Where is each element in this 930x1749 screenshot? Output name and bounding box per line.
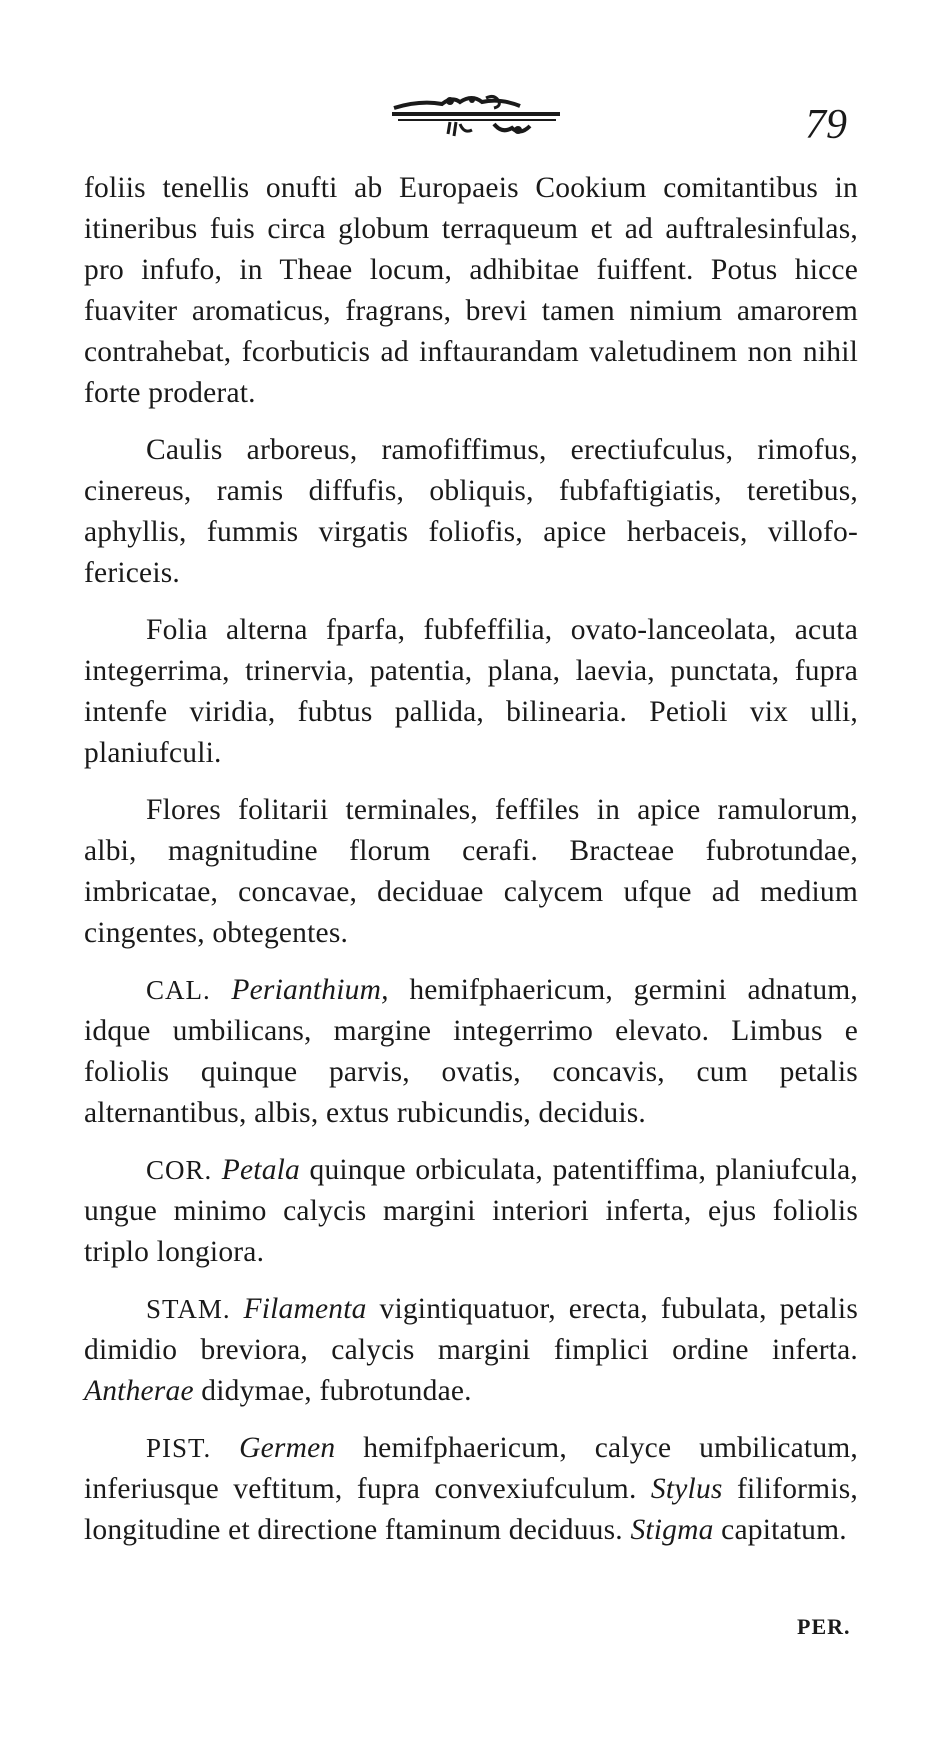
headpiece-ornament-icon [390, 94, 562, 140]
section-label: STAM. [146, 1294, 231, 1324]
paragraph-intro: foliis tenellis onufti ab Europaeis Cookium comitantibus in itineribus fuis circa globum terraqueum et ad auftralesinfulas, pro infufo, in Theae locum, adhibitae fuiffent. Potus hicce fuaviter aromaticus, fragrans, brevi tamen nimium amarorem contrahebat, fcorbuticis ad inftaurandam valetudinem non nihil forte proderat. [84, 172, 858, 409]
paragraph-calyx [84, 970, 858, 1134]
paragraph-text: capitatum. [713, 1514, 847, 1546]
main-text [84, 168, 858, 1567]
term-italic: Antherae [84, 1375, 194, 1407]
section-label: CAL. [146, 975, 211, 1005]
paragraph-corolla [84, 1150, 858, 1273]
paragraph-text: quinque orbiculata, patentiffima, planiufcula, ungue minimo calycis margini interiori inferta, ejus foliolis triplo longiora. [84, 1154, 858, 1268]
term-italic: Perianthium, [231, 974, 389, 1006]
term-italic: Stigma [630, 1514, 714, 1546]
section-label: PIST. [146, 1433, 212, 1463]
term-italic: Germen [239, 1432, 336, 1464]
section-label: COR. [146, 1155, 213, 1185]
catchword: PER. [797, 1614, 851, 1639]
paragraph-folia: Folia alterna fparfa, fubfeffilia, ovato-lanceolata, acuta integerrima, trinervia, patentia, plana, laevia, punctata, fupra intenfe viridia, fubtus pallida, bilinearia. Petioli vix ulli, planiufculi. [84, 614, 858, 769]
paragraph-stamina [84, 1289, 858, 1412]
page-number: 79 [805, 102, 847, 148]
paragraph-text: vigintiquatuor, erecta, fubulata, petalis dimidio breviora, calycis margini fimplici ordine inferta. [84, 1293, 858, 1366]
paragraph-text: hemifphaericum, germini adnatum, idque umbilicans, margine integerrimo elevato. Limbus e foliolis quinque parvis, ovatis, concavis, cum petalis alternantibus, albis, extus rubicundis, deciduis. [84, 974, 858, 1129]
paragraph-text: filiformis, longitudine et directione ftaminum deciduus. [84, 1473, 858, 1546]
paragraph-pistillum [84, 1428, 858, 1551]
paragraph-text: didymae, fubrotundae. [193, 1375, 472, 1407]
term-italic: Filamenta [243, 1293, 367, 1325]
paragraph-text: hemifphaericum, calyce umbilicatum, inferiusque veftitum, fupra convexiufculum. [84, 1432, 858, 1505]
term-italic: Stylus [650, 1473, 723, 1505]
term-italic: Petala [221, 1154, 300, 1186]
paragraph-flores: Flores folitarii terminales, feffiles in apice ramulorum, albi, magnitudine florum cerafi. Bracteae fubrotundae, imbricatae, concavae, deciduae calycem ufque ad medium cingentes, obtegentes. [84, 794, 858, 949]
paragraph-caulis: Caulis arboreus, ramofiffimus, erectiufculus, rimofus, cinereus, ramis diffufis, obliquis, fubfaftigiatis, teretibus, aphyllis, fummis virgatis foliofis, apice herbaceis, villofo-fericeis. [84, 434, 858, 589]
